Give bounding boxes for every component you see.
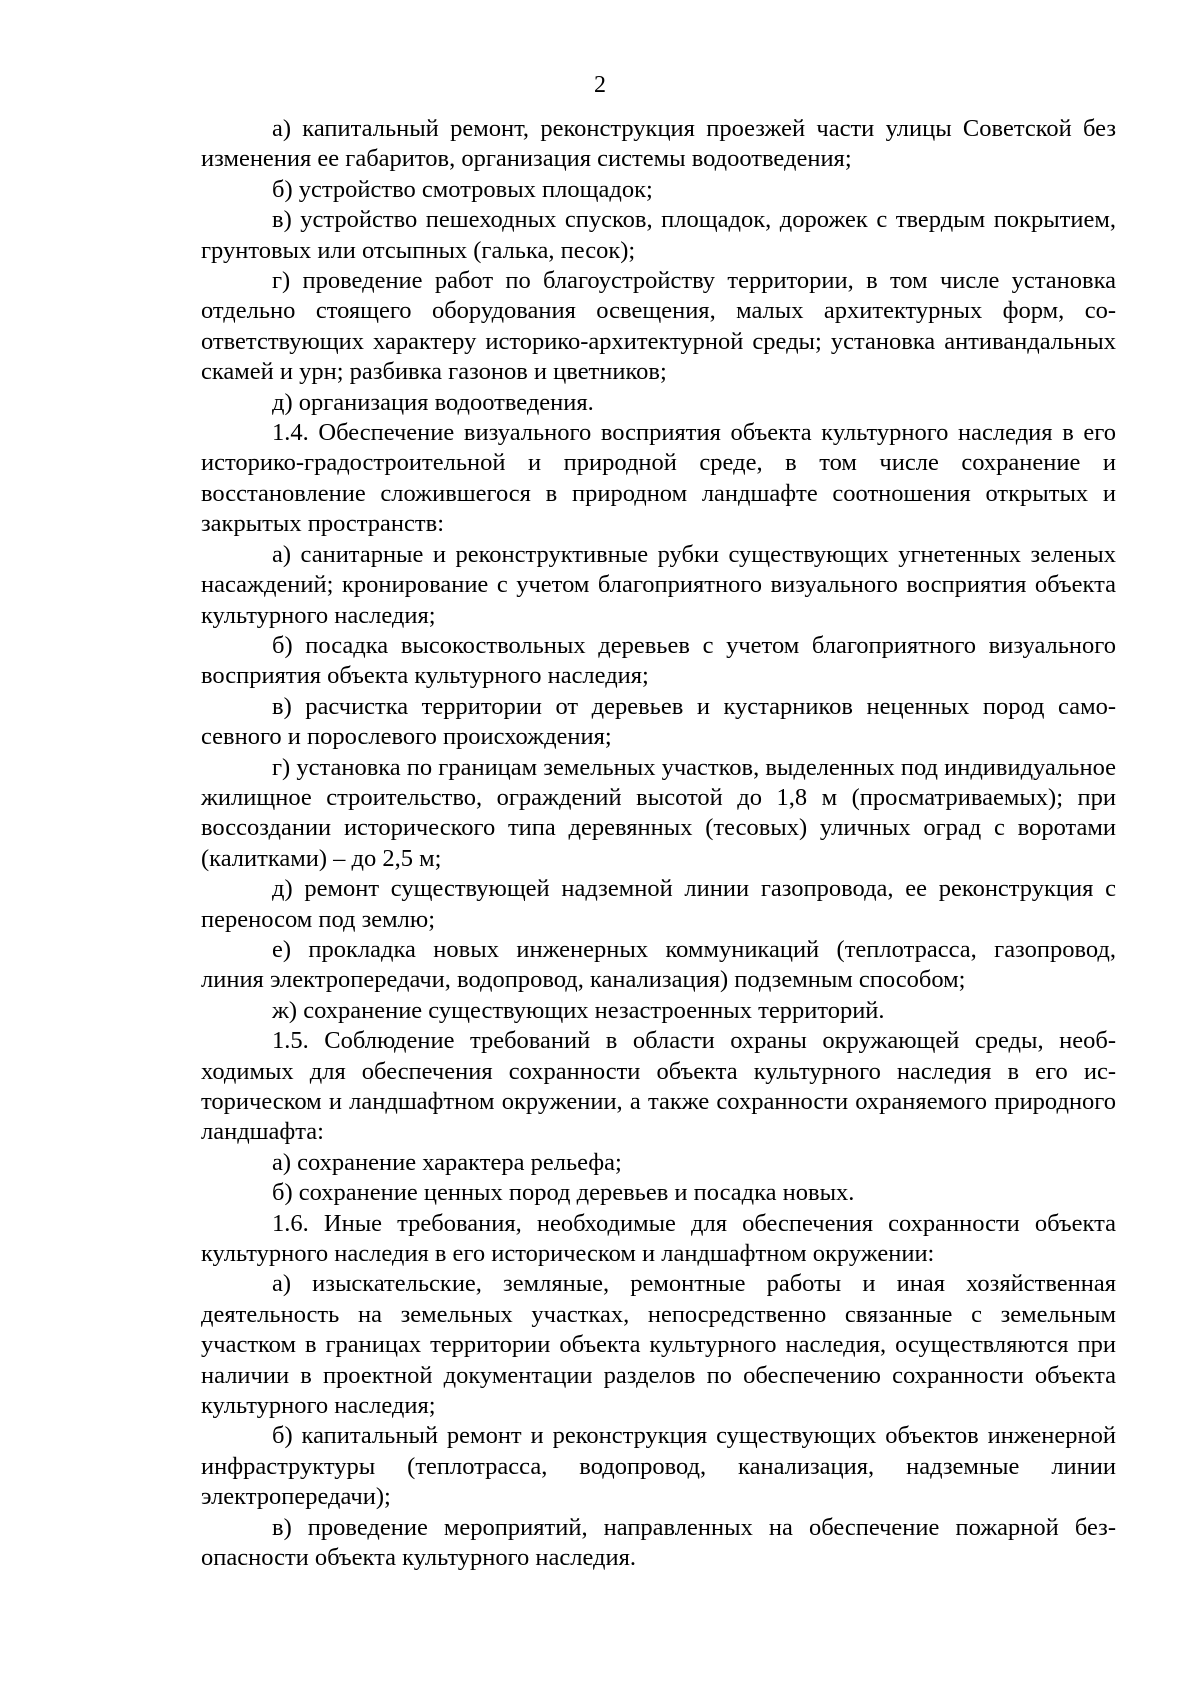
paragraph: в) расчистка территории от деревьев и кустарников неценных пород самосевного и порослевого происхождения; bbox=[201, 692, 1116, 751]
paragraph: а) изыскательские, земляные, ремонтные работы и иная хозяйственная деятельность на земельных участках, непосредственно связанные с земельным участком в границах территории объекта культурного наследия, осуществляются при наличии в проектной документации разделов по обеспечению сохранности объекта культурного наследия; bbox=[201, 1270, 1116, 1420]
paragraph: в) устройство пешеходных спусков, площадок, дорожек с твердым покрытием, грунтовых или отсыпных (галька, песок); bbox=[201, 206, 1116, 264]
paragraph: б) сохранение ценных пород деревьев и посадка новых. bbox=[272, 1179, 855, 1207]
paragraph: е) прокладка новых инженерных коммуникаций (теплотрасса, газопровод, линия электропередачи, водопровод, канализация) подземным способом; bbox=[201, 935, 1116, 994]
paragraph: б) устройство смотровых площадок; bbox=[272, 175, 653, 203]
paragraph: б) посадка высокоствольных деревьев с учетом благоприятного визуального восприятия объекта культурного наследия; bbox=[201, 631, 1116, 690]
paragraph: а) капитальный ремонт, реконструкция проезжей части улицы Советской без изменения ее габаритов, организация системы водоотведения; bbox=[201, 115, 1116, 173]
paragraph: 1.6. Иные требования, необходимые для обеспечения сохранности объекта культурного наследия в его историческом и ландшафтном окружении: bbox=[201, 1209, 1116, 1268]
paragraph: д) организация водоотведения. bbox=[272, 388, 594, 416]
paragraph: д) ремонт существующей надземной линии газопровода, ее реконструкция с переносом под землю; bbox=[201, 875, 1116, 933]
paragraph: б) капитальный ремонт и реконструкция существующих объектов инженерной инфраструктуры (теплотрасса, водопровод, канализация, надземные линии электропередачи); bbox=[201, 1422, 1116, 1511]
paragraph: 1.4. Обеспечение визуального восприятия объекта культурного наследия в его историко-градостроительной и природной среде, в том числе сохранение и восстановление сложившегося в природном ландшафте соотношения открытых и закрытых пространств: bbox=[201, 419, 1116, 538]
paragraph: а) санитарные и реконструктивные рубки существующих угнетенных зеленых насаждений; кронирование с учетом благоприятного визуального восприятия объекта культурного наследия; bbox=[201, 540, 1116, 629]
document-body bbox=[201, 114, 1116, 1574]
paragraph: ж) сохранение существующих незастроенных территорий. bbox=[272, 996, 885, 1024]
paragraph: г) проведение работ по благоустройству территории, в том числе установка отдельно стоящего оборудования освещения, малых архитектурных форм, соответствующих характеру историко-архитектурной среды; установка антивандальных скамей и урн; разбивка газонов и цветников; bbox=[201, 267, 1116, 386]
paragraph: 1.5. Соблюдение требований в области охраны окружающей среды, необходимых для обеспечения сохранности объекта культурного наследия в его историческом и ландшафтном окружении, а также сохранности охраняемого природного ландшафта: bbox=[201, 1027, 1116, 1146]
paragraph: г) установка по границам земельных участков, выделенных под индивидуальное жилищное строительство, ограждений высотой до 1,8 м (просматриваемых); при воссоздании исторического типа деревянных (тесовых) уличных оград с воротами (калитками) – до 2,5 м; bbox=[201, 753, 1116, 872]
page-number: 2 bbox=[594, 72, 606, 98]
paragraph: а) сохранение характера рельефа; bbox=[272, 1148, 622, 1176]
paragraph: в) проведение мероприятий, направленных на обеспечение пожарной безопасности объекта культурного наследия. bbox=[201, 1513, 1116, 1572]
